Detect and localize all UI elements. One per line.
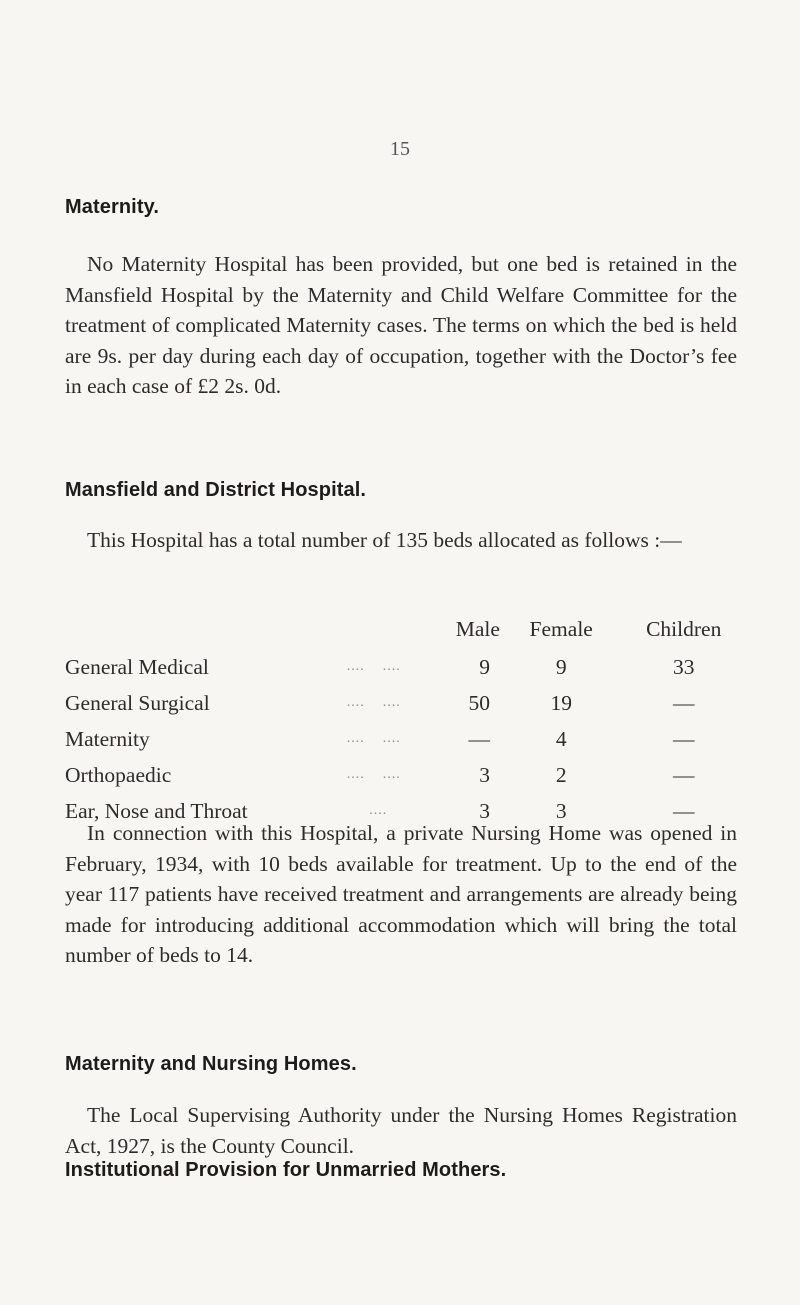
dot-leader: .... — [346, 803, 388, 818]
header-leader-spacer — [347, 609, 425, 649]
table-header-row — [65, 609, 745, 649]
female-beds: 3 — [555, 798, 567, 823]
column-header-male: Male — [455, 616, 500, 641]
male-beds: — — [468, 726, 490, 751]
dot-leader: .... .... — [346, 659, 401, 674]
row-label: Ear, Nose and Throat — [65, 798, 248, 823]
maternity-paragraph — [65, 249, 737, 402]
table-row — [65, 721, 745, 757]
column-header-female: Female — [529, 616, 593, 641]
beds-allocation-table — [65, 609, 745, 829]
dot-leader: .... .... — [346, 695, 401, 710]
row-label: Orthopaedic — [65, 762, 172, 787]
male-beds: 3 — [479, 762, 490, 787]
male-beds: 50 — [468, 690, 490, 715]
row-label: General Surgical — [65, 690, 210, 715]
female-beds: 19 — [550, 690, 572, 715]
nursing-home-paragraph — [65, 818, 737, 971]
header-spacer — [65, 609, 347, 649]
maternity-paragraph-text: No Maternity Hospital has been provided, but one bed is retained in the Mansfield Hospital by the Maternity and Child Welfare Committee for the treatment of complicated Maternity cases. The terms on which the bed is held are 9s. per day during each day of occupation, together with the Doctor’s fee in each case of £2 2s. 0d. — [65, 252, 737, 398]
dot-leader: .... .... — [346, 767, 401, 782]
row-label: Maternity — [65, 726, 150, 751]
nursing-homes-paragraph-text: The Local Supervising Authority under the Nursing Homes Registration Act, 1927, is the County Council. — [65, 1103, 737, 1158]
nursing-home-paragraph-text: In connection with this Hospital, a private Nursing Home was opened in February, 1934, with 10 beds available for treatment. Up to the end of the year 117 patients have received treatment and arrangements are already being made for introducing additional accommodation which will bring the total number of beds to 14. — [65, 821, 737, 967]
mansfield-hospital-intro-text: This Hospital has a total number of 135 beds allocated as follows :— — [87, 528, 682, 552]
children-beds: 33 — [672, 654, 695, 679]
table-row — [65, 757, 745, 793]
female-beds: 9 — [555, 654, 567, 679]
column-header-children: Children — [646, 616, 722, 641]
row-label: General Medical — [65, 654, 209, 679]
children-beds: — — [672, 798, 695, 823]
children-beds: — — [672, 726, 695, 751]
page-number: 15 — [390, 138, 410, 160]
children-beds: — — [672, 690, 695, 715]
table-row — [65, 649, 745, 685]
table-row — [65, 685, 745, 721]
male-beds: 3 — [479, 798, 490, 823]
unmarried-mothers-heading: Institutional Provision for Unmarried Mothers. — [65, 1159, 507, 1181]
mansfield-hospital-heading: Mansfield and District Hospital. — [65, 479, 367, 501]
children-beds: — — [672, 762, 695, 787]
dot-leader: .... .... — [346, 731, 401, 746]
maternity-heading: Maternity. — [65, 196, 159, 218]
male-beds: 9 — [479, 654, 490, 679]
mansfield-hospital-intro — [65, 525, 737, 556]
maternity-nursing-homes-heading: Maternity and Nursing Homes. — [65, 1053, 357, 1075]
female-beds: 4 — [555, 726, 567, 751]
nursing-homes-paragraph — [65, 1100, 737, 1161]
female-beds: 2 — [555, 762, 567, 787]
